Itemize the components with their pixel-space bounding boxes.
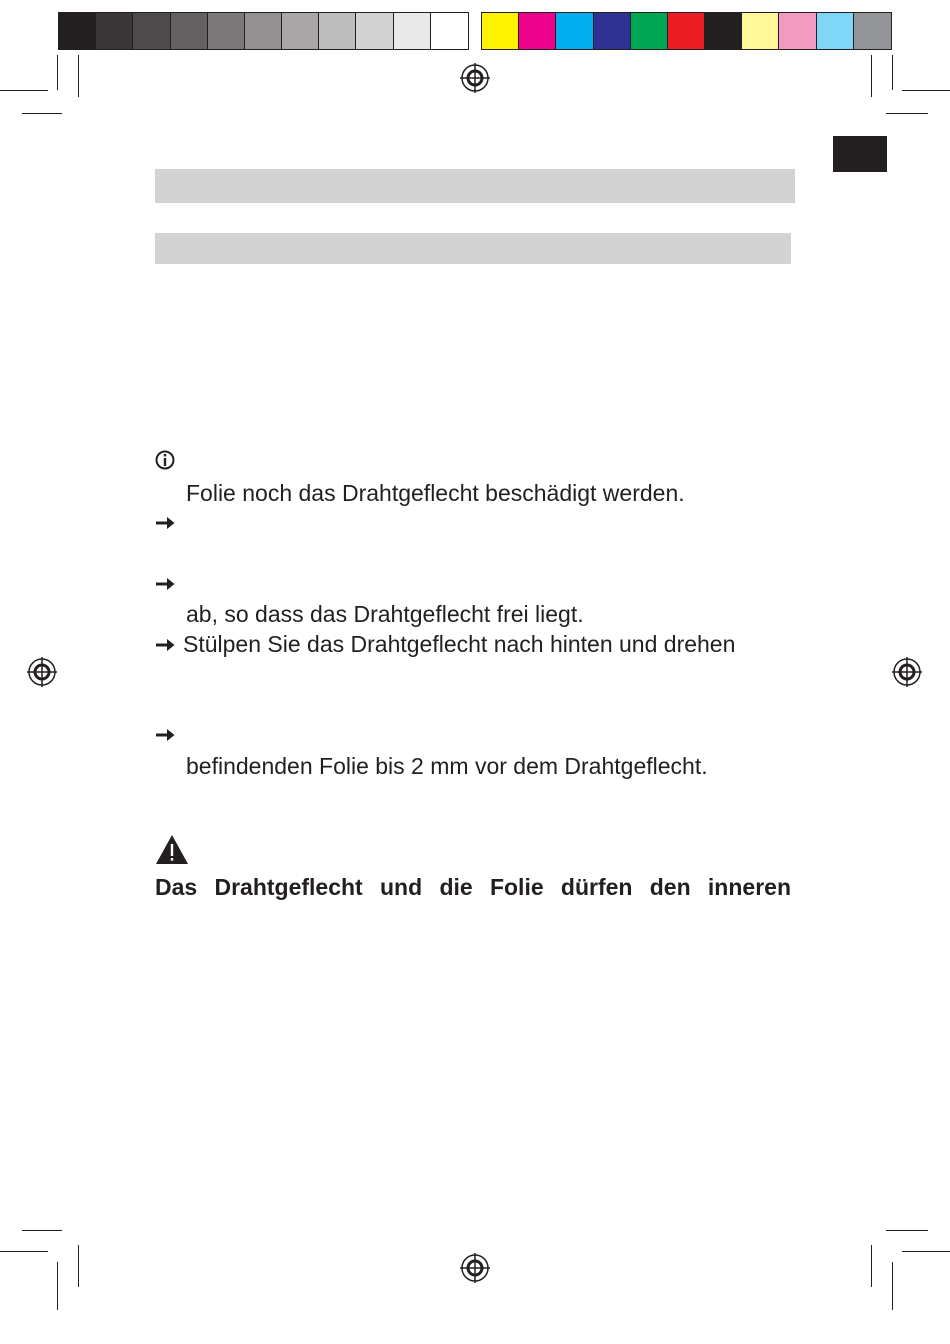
color-swatch	[631, 13, 668, 49]
step-text: Stülpen Sie das Drahtgeflecht nach hinten und drehen	[183, 631, 736, 657]
color-swatch	[96, 13, 133, 49]
grayscale-color-bar	[58, 12, 469, 50]
color-swatch	[854, 13, 891, 49]
info-note-text: Folie noch das Drahtgeflecht beschädigt werden.	[186, 480, 685, 506]
color-swatch	[245, 13, 282, 49]
color-swatch	[594, 13, 631, 49]
color-swatch	[482, 13, 519, 49]
info-icon	[155, 450, 175, 470]
color-swatch	[742, 13, 779, 49]
language-tab	[833, 136, 887, 172]
color-swatch	[817, 13, 854, 49]
crop-mark	[886, 1230, 928, 1231]
color-swatch	[282, 13, 319, 49]
crop-mark	[78, 1245, 79, 1287]
crop-mark	[0, 1251, 48, 1252]
color-swatch	[556, 13, 593, 49]
color-swatch	[394, 13, 431, 49]
crop-mark	[57, 1262, 58, 1310]
color-swatch	[208, 13, 245, 49]
registration-mark-icon	[892, 657, 922, 687]
color-swatch	[705, 13, 742, 49]
crop-mark	[902, 1251, 950, 1252]
color-swatch	[668, 13, 705, 49]
color-swatch	[356, 13, 393, 49]
registration-mark-icon	[460, 63, 490, 93]
color-swatch	[431, 13, 468, 49]
registration-mark-icon	[27, 657, 57, 687]
crop-mark	[886, 113, 928, 114]
crop-mark	[22, 113, 62, 114]
registration-mark-icon	[460, 1253, 490, 1283]
crop-mark	[0, 90, 48, 91]
step-text: ab, so dass das Drahtgeflecht frei liegt.	[186, 601, 584, 627]
arrow-right-icon	[156, 577, 175, 591]
warning-text: Das Drahtgeflecht und die Folie dürfen den inneren	[155, 874, 791, 900]
crop-mark	[871, 1245, 872, 1287]
crop-mark	[57, 55, 58, 90]
crop-mark	[902, 90, 950, 91]
warning-triangle-icon	[155, 834, 189, 865]
color-swatch	[133, 13, 170, 49]
step-text: befindenden Folie bis 2 mm vor dem Drahtgeflecht.	[186, 753, 708, 779]
color-swatch	[779, 13, 816, 49]
arrow-right-icon	[156, 638, 175, 652]
crop-mark	[892, 55, 893, 90]
color-swatch	[519, 13, 556, 49]
color-swatch	[319, 13, 356, 49]
process-color-bar	[481, 12, 892, 50]
subsection-heading-band	[155, 233, 791, 264]
color-swatch	[59, 13, 96, 49]
color-swatch	[171, 13, 208, 49]
crop-mark	[78, 55, 79, 97]
arrow-right-icon	[156, 728, 175, 742]
arrow-right-icon	[156, 516, 175, 530]
crop-mark	[892, 1262, 893, 1310]
crop-mark	[871, 55, 872, 97]
crop-mark	[22, 1230, 62, 1231]
section-heading-band	[155, 169, 795, 203]
